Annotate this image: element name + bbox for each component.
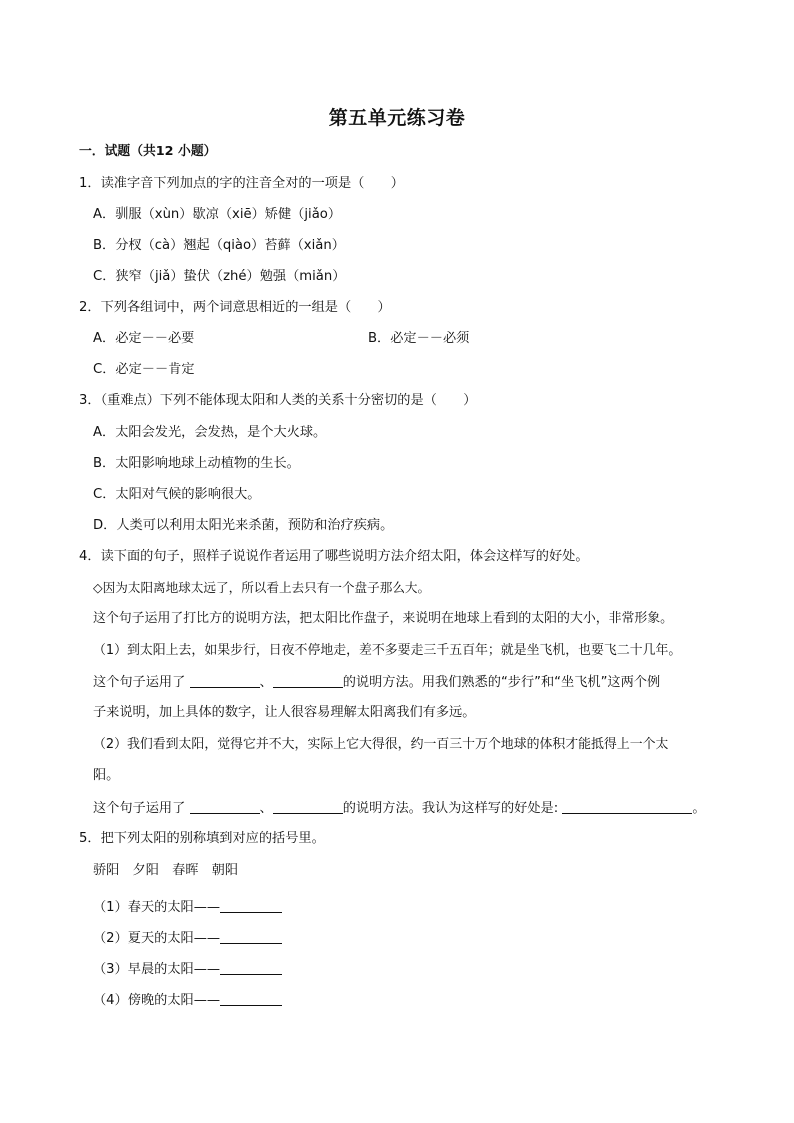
- q4-sentence-1: （1）到太阳上去，如果步行，日夜不停地走，差不多要走三千五百年；就是坐飞机，也要飞二十几年。: [93, 643, 682, 658]
- q5-blank-2[interactable]: [220, 929, 282, 944]
- page-title: 第五单元练习卷: [328, 107, 466, 129]
- q2-option-a: A．必定－－必要: [93, 331, 195, 346]
- q5-item-2: [93, 929, 282, 948]
- q4-blank-1b[interactable]: [273, 673, 343, 688]
- q3-stem: 3．（重难点）下列不能体现太阳和人类的关系十分密切的是（ ）: [79, 393, 477, 408]
- q5-item-4: [93, 991, 282, 1010]
- q3-option-a: A．太阳会发光，会发热，是个大火球。: [93, 425, 327, 440]
- q3-option-d: D．人类可以利用太阳光来杀菌，预防和治疗疾病。: [93, 518, 394, 533]
- q1-stem: 1．读准字音下列加点的字的注音全对的一项是（ ）: [79, 176, 404, 191]
- q2-option-b: B．必定－－必须: [368, 331, 470, 346]
- q4-period: 。: [692, 801, 706, 816]
- section-heading: 一．试题（共12 小题）: [79, 144, 217, 159]
- q3-option-c: C．太阳对气候的影响很大。: [93, 487, 261, 502]
- q4-answer-2-suffix: 的说明方法。我认为这样写的好处是:: [342, 801, 563, 816]
- q1-option-b: B．分杈（cà）翘起（qiào）苔藓（xiǎn）: [93, 238, 345, 253]
- q5-word-bank: 骄阳 夕阳 春晖 朝阳: [93, 863, 239, 878]
- q5-item-1-label: （1）春天的太阳——: [93, 900, 221, 915]
- q4-answer-1-continuation: 子来说明，加上具体的数字，让人很容易理解太阳离我们有多远。: [93, 705, 476, 720]
- q4-sentence-2: （2）我们看到太阳，觉得它并不大，实际上它大得很，约一百三十万个地球的体积才能抵得上一个太: [93, 737, 669, 752]
- q4-sentence-2-continuation: 阳。: [93, 768, 120, 783]
- q4-answer-line-2: [93, 799, 706, 818]
- q5-item-3: [93, 960, 282, 979]
- q4-separator: 、: [259, 675, 273, 690]
- q4-answer-1-prefix: 这个句子运用了: [93, 675, 190, 690]
- q3-option-b: B．太阳影响地球上动植物的生长。: [93, 456, 300, 471]
- q5-item-2-label: （2）夏天的太阳——: [93, 931, 221, 946]
- q1-option-c: C．狭窄（jiǎ）蛰伏（zhé）勉强（miǎn）: [93, 269, 346, 284]
- q4-stem: 4．读下面的句子，照样子说说作者运用了哪些说明方法介绍太阳，体会这样写的好处。: [79, 549, 589, 564]
- q4-example-explanation: 这个句子运用了打比方的说明方法，把太阳比作盘子，来说明在地球上看到的太阳的大小，非常形象。: [93, 611, 674, 626]
- q4-blank-2b[interactable]: [273, 799, 343, 814]
- q5-stem: 5．把下列太阳的别称填到对应的括号里。: [79, 831, 325, 846]
- q1-option-a: A．驯服（xùn）歇凉（xiē）矫健（jiǎo）: [93, 207, 342, 222]
- q4-blank-2a[interactable]: [190, 799, 260, 814]
- q2-stem: 2．下列各组词中，两个词意思相近的一组是（ ）: [79, 300, 391, 315]
- q5-blank-1[interactable]: [220, 898, 282, 913]
- q5-blank-4[interactable]: [220, 991, 282, 1006]
- q4-answer-line-1: [93, 673, 660, 692]
- q4-answer-2-prefix: 这个句子运用了: [93, 801, 190, 816]
- q5-item-4-label: （4）傍晚的太阳——: [93, 993, 221, 1008]
- q4-blank-2c[interactable]: [562, 799, 692, 814]
- q4-separator: 、: [259, 801, 273, 816]
- q4-example-sentence: ◇因为太阳离地球太远了，所以看上去只有一个盘子那么大。: [93, 580, 431, 595]
- q5-blank-3[interactable]: [220, 960, 282, 975]
- q4-answer-1-suffix: 的说明方法。用我们熟悉的“步行”和“坐飞机”这两个例: [342, 675, 661, 690]
- q4-blank-1a[interactable]: [190, 673, 260, 688]
- q2-option-c: C．必定－－肯定: [93, 362, 195, 377]
- q5-item-3-label: （3）早晨的太阳——: [93, 962, 221, 977]
- q5-item-1: [93, 898, 282, 917]
